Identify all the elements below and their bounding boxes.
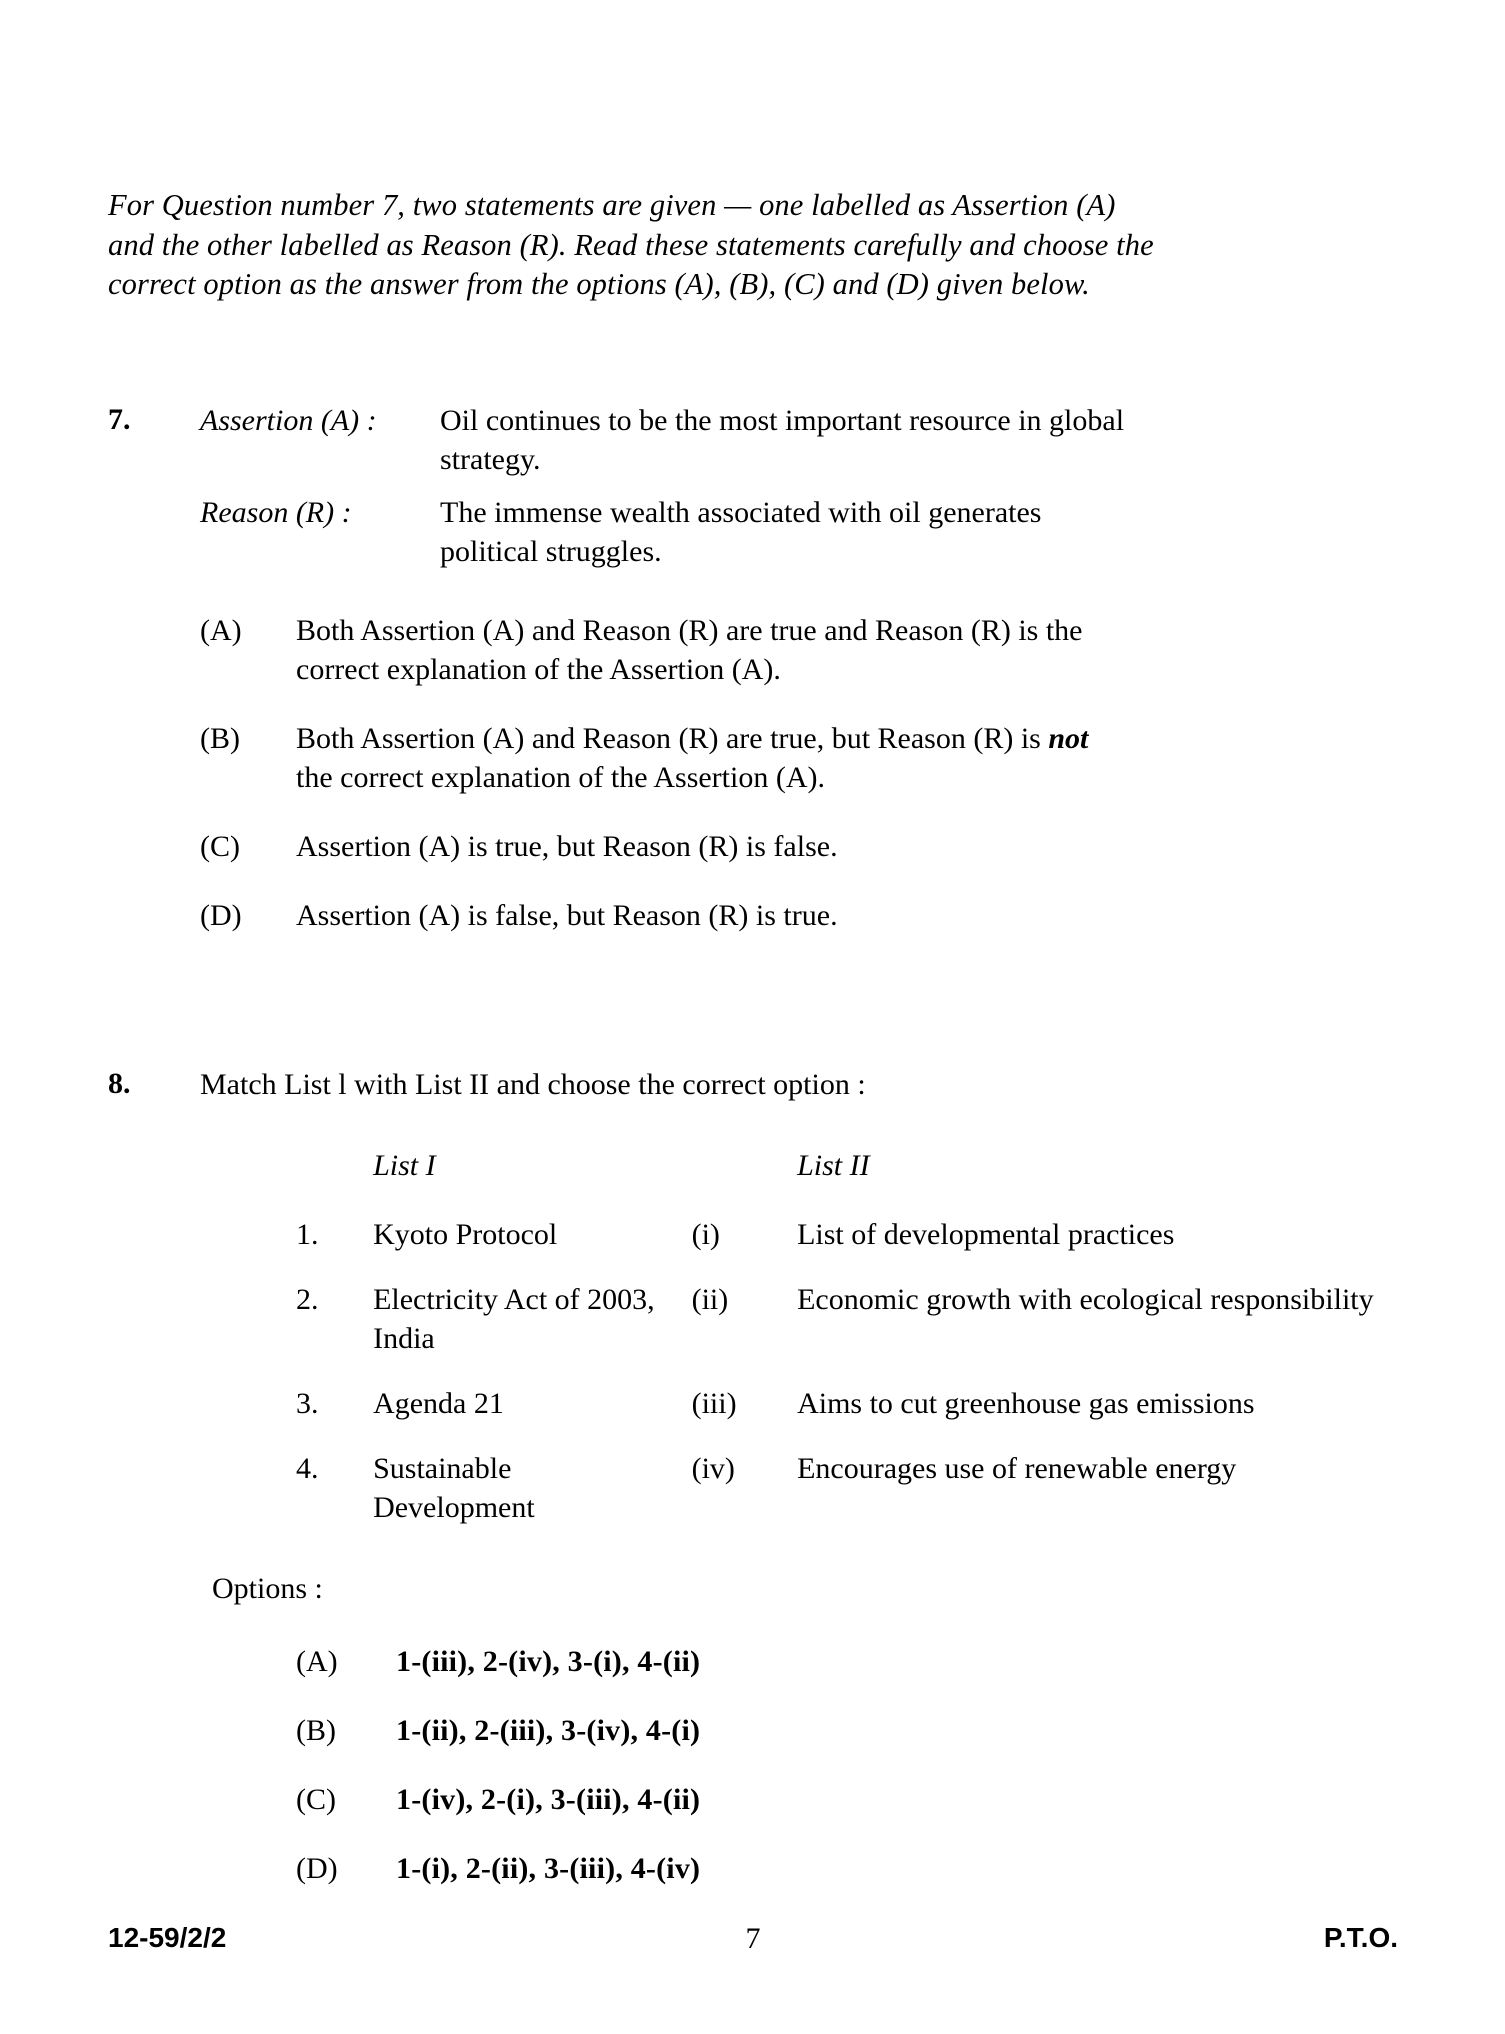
q7-option-d[interactable]	[200, 896, 1398, 935]
q7-option-c-text	[296, 827, 1316, 866]
q8-option-c[interactable]	[296, 1780, 1398, 1819]
question-8	[108, 1065, 1398, 1888]
row-number: 1.	[296, 1217, 319, 1251]
row-number: 4.	[296, 1451, 319, 1485]
question-7	[108, 401, 1398, 935]
list-2-header: List II	[797, 1148, 870, 1182]
q8-option-b-key: (B)	[296, 1713, 336, 1747]
question-8-body	[200, 1065, 1398, 1888]
question-7-body	[200, 401, 1398, 935]
spacer	[108, 305, 1398, 401]
table-row	[296, 1280, 1426, 1384]
q7-option-c[interactable]	[200, 827, 1398, 866]
question-8-number: 8.	[108, 1066, 131, 1100]
instruction-line: For Question number 7, two statements are given — one labelled as Assertion (A)	[108, 188, 1116, 222]
table-row	[296, 1384, 1426, 1449]
row-number: 3.	[296, 1386, 319, 1420]
paper-code: 12-59/2/2	[108, 1922, 227, 1953]
q7-option-a-key: (A)	[200, 613, 242, 647]
instruction-paragraph	[108, 186, 1393, 305]
reason-row	[200, 493, 1398, 571]
option-line: Both Assertion (A) and Reason (R) are true and Reason (R) is the	[296, 613, 1083, 647]
row-list1-item: Agenda 21	[373, 1386, 504, 1420]
q7-option-b-key: (B)	[200, 721, 240, 755]
q8-option-b-text: 1-(ii), 2-(iii), 3-(iv), 4-(i)	[396, 1713, 701, 1747]
option-line: Assertion (A) is false, but Reason (R) is true.	[296, 898, 838, 932]
q7-option-b[interactable]	[200, 719, 1398, 797]
instruction-line: correct option as the answer from the options (A), (B), (C) and (D) given below.	[108, 267, 1090, 302]
q7-option-b-text	[296, 719, 1316, 797]
row-list2-item: Aims to cut greenhouse gas emissions	[797, 1386, 1255, 1420]
row-roman-numeral: (iii)	[691, 1386, 737, 1420]
q8-option-d[interactable]	[296, 1849, 1398, 1888]
header-blank	[296, 1146, 373, 1215]
reason-text	[440, 493, 1440, 571]
option-line: the correct explanation of the Assertion (A).	[296, 760, 825, 794]
option-line	[296, 719, 1316, 758]
row-roman-numeral: (iv)	[691, 1451, 735, 1485]
row-list2-item: Encourages use of renewable energy	[797, 1451, 1237, 1485]
option-line: Assertion (A) is true, but Reason (R) is false.	[296, 829, 838, 863]
page-number: 7	[745, 1922, 761, 1955]
reason-line: The immense wealth associated with oil generates	[440, 495, 1042, 529]
row-roman-numeral: (ii)	[691, 1282, 729, 1316]
list-1-header: List I	[373, 1148, 436, 1182]
q8-option-d-text: 1-(i), 2-(ii), 3-(iii), 4-(iv)	[396, 1851, 701, 1885]
reason-line: political struggles.	[440, 534, 662, 568]
assertion-text	[440, 401, 1398, 479]
assertion-line: strategy.	[440, 442, 541, 476]
question-7-number: 7.	[108, 402, 131, 436]
row-list1-item: Electricity Act of 2003, India	[373, 1282, 655, 1355]
row-list2-item: Economic growth with ecological responsibility	[797, 1282, 1374, 1316]
instruction-line: and the other labelled as Reason (R). Read these statements carefully and choose the	[108, 227, 1154, 262]
q8-option-a-key: (A)	[296, 1644, 338, 1678]
spacer	[108, 935, 1398, 1065]
q8-option-d-key: (D)	[296, 1851, 338, 1885]
option-line-segment: Both Assertion (A) and Reason (R) are true, but Reason (R) is	[296, 721, 1049, 755]
options-label: Options :	[212, 1571, 323, 1605]
assertion-label: Assertion (A) :	[200, 403, 377, 437]
table-row	[296, 1215, 1426, 1280]
q8-option-a-text: 1-(iii), 2-(iv), 3-(i), 4-(ii)	[396, 1644, 701, 1678]
page-footer	[108, 1924, 1398, 1964]
q7-option-a[interactable]	[200, 611, 1398, 689]
q8-options-group	[296, 1642, 1398, 1888]
turn-over-note: P.T.O.	[1323, 1922, 1398, 1953]
q7-option-c-key: (C)	[200, 829, 240, 863]
option-line: correct explanation of the Assertion (A).	[296, 652, 781, 686]
q8-option-c-text: 1-(iv), 2-(i), 3-(iii), 4-(ii)	[396, 1782, 701, 1816]
question-8-stem: Match List l with List II and choose the correct option :	[200, 1067, 866, 1101]
assertion-line: Oil continues to be the most important resource in global	[440, 403, 1125, 437]
table-header-row	[296, 1146, 1426, 1215]
row-list2-item: List of developmental practices	[797, 1217, 1175, 1251]
row-number: 2.	[296, 1282, 319, 1316]
match-list-table	[296, 1146, 1426, 1553]
assertion-row	[200, 401, 1398, 479]
q7-option-d-text	[296, 896, 1316, 935]
row-list1-item: Sustainable Development	[373, 1451, 535, 1524]
q8-option-a[interactable]	[296, 1642, 1398, 1681]
q7-option-a-text	[296, 611, 1316, 689]
option-emphasis-not: not	[1048, 721, 1089, 755]
table-row	[296, 1449, 1426, 1553]
q8-option-c-key: (C)	[296, 1782, 336, 1816]
header-blank-2	[692, 1146, 797, 1215]
row-list1-item: Kyoto Protocol	[373, 1217, 558, 1251]
row-roman-numeral: (i)	[691, 1217, 720, 1251]
page-content	[108, 186, 1398, 1888]
q7-option-d-key: (D)	[200, 898, 242, 932]
reason-label: Reason (R) :	[200, 495, 352, 529]
q8-option-b[interactable]	[296, 1711, 1398, 1750]
